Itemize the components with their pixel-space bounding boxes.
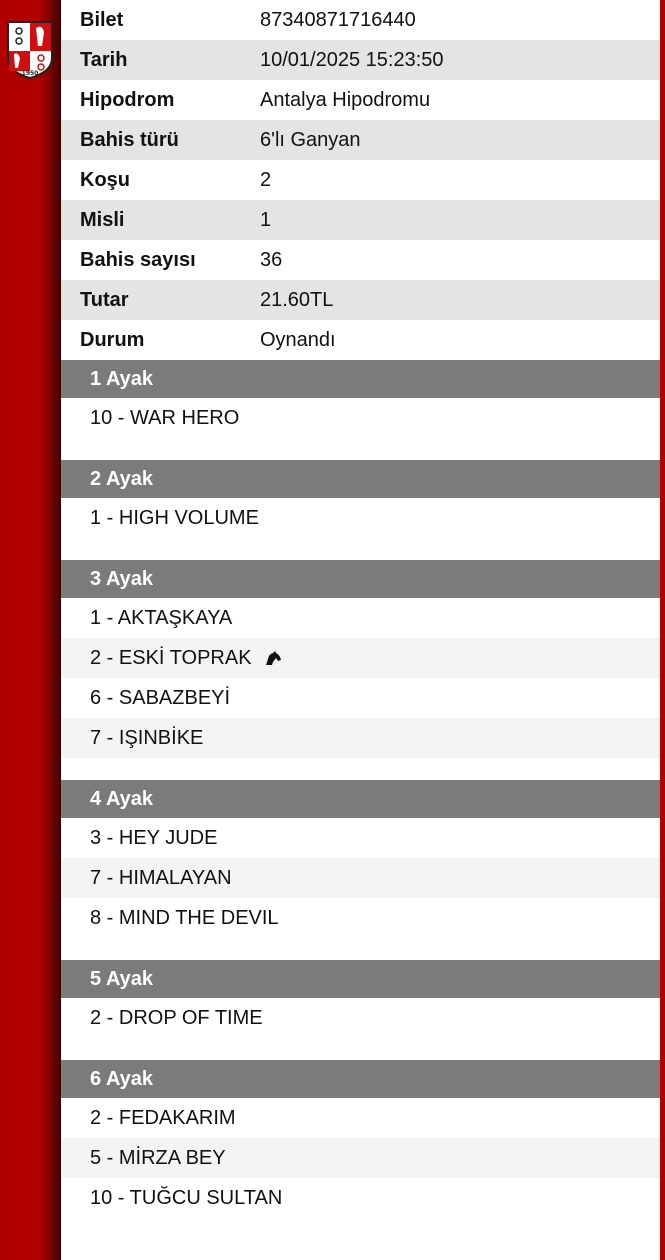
ticket-info-value: 10/01/2025 15:23:50 [260, 48, 444, 71]
ticket-info-label: Hipodrom [80, 88, 175, 111]
leg-spacer [61, 1218, 660, 1240]
ticket-info-row [61, 40, 660, 80]
horse-head-icon [264, 650, 282, 666]
horse-name: 1 - AKTAŞKAYA [90, 606, 233, 629]
leg-header: 5 Ayak [61, 960, 660, 998]
leg-spacer [61, 538, 660, 560]
horse-name: 2 - ESKİ TOPRAK [90, 646, 252, 669]
ticket-info-row [61, 200, 660, 240]
ticket-info-value: Antalya Hipodromu [260, 88, 431, 111]
right-side-bar [660, 0, 665, 1260]
ticket-info-row [61, 120, 660, 160]
ticket-detail-panel [61, 0, 660, 1260]
horse-name: 6 - SABAZBEYİ [90, 686, 231, 709]
leg-header: 4 Ayak [61, 780, 660, 818]
leg-spacer [61, 1038, 660, 1060]
leg-header: 1 Ayak [61, 360, 660, 398]
ticket-info-value: 21.60TL [260, 288, 334, 311]
leg-header: 3 Ayak [61, 560, 660, 598]
ticket-info-value: 87340871716440 [260, 8, 416, 31]
horse-row [61, 818, 660, 858]
left-side-bar [0, 0, 61, 1260]
ticket-info-value: 2 [260, 168, 272, 191]
leg-spacer [61, 438, 660, 460]
horse-row [61, 898, 660, 938]
ticket-info-label: Bahis sayısı [80, 248, 196, 271]
ticket-info-value: Oynandı [260, 328, 336, 351]
horse-row [61, 498, 660, 538]
horse-row [61, 718, 660, 758]
ticket-info-row [61, 240, 660, 280]
leg-header: 6 Ayak [61, 1060, 660, 1098]
ticket-info-label: Durum [80, 328, 145, 351]
horse-row [61, 398, 660, 438]
club-shield-logo [6, 20, 54, 80]
ticket-info-label: Tarih [80, 48, 128, 71]
ticket-info-label: Koşu [80, 168, 130, 191]
horse-name: 10 - TUĞCU SULTAN [90, 1186, 283, 1209]
horse-name: 8 - MIND THE DEVIL [90, 906, 279, 929]
horse-name: 5 - MİRZA BEY [90, 1146, 226, 1169]
leg-header: 2 Ayak [61, 460, 660, 498]
horse-row [61, 858, 660, 898]
horse-name: 7 - IŞINBİKE [90, 726, 204, 749]
ticket-info-row [61, 320, 660, 360]
ticket-info-value: 1 [260, 208, 272, 231]
horse-row [61, 638, 660, 678]
ticket-info-label: Tutar [80, 288, 129, 311]
leg-spacer [61, 938, 660, 960]
ticket-info-value: 6'lı Ganyan [260, 128, 361, 151]
svg-text:1950: 1950 [21, 70, 39, 77]
horse-row [61, 598, 660, 638]
ticket-info-row [61, 280, 660, 320]
horse-name: 1 - HIGH VOLUME [90, 506, 259, 529]
horse-row [61, 1138, 660, 1178]
horse-row [61, 998, 660, 1038]
horse-row [61, 1098, 660, 1138]
horse-row [61, 678, 660, 718]
horse-name: 10 - WAR HERO [90, 406, 240, 429]
horse-name: 7 - HIMALAYAN [90, 866, 232, 889]
horse-row [61, 1178, 660, 1218]
ticket-info-label: Misli [80, 208, 125, 231]
leg-spacer [61, 758, 660, 780]
horse-name: 2 - DROP OF TIME [90, 1006, 263, 1029]
ticket-info-row [61, 0, 660, 40]
ticket-info-row [61, 160, 660, 200]
horse-name: 2 - FEDAKARIM [90, 1106, 236, 1129]
ticket-info-row [61, 80, 660, 120]
horse-name: 3 - HEY JUDE [90, 826, 218, 849]
ticket-info-label: Bahis türü [80, 128, 179, 151]
ticket-info-value: 36 [260, 248, 283, 271]
ticket-info-label: Bilet [80, 8, 124, 31]
